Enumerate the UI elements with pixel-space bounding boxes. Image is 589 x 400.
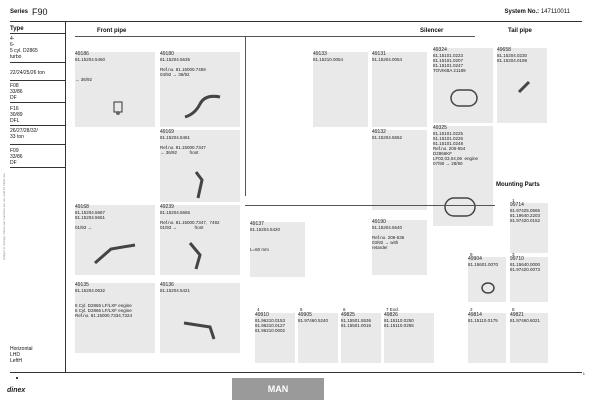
tail-pipe-icon (517, 78, 533, 94)
system-value: 147110011 (540, 9, 570, 15)
part-details: 81.15204.5640 Ref.no. 206-536 03/92 → with retarder (372, 225, 405, 250)
connector-line (75, 36, 475, 37)
part-number: 49826 (384, 312, 398, 318)
mounting-parts-title: Mounting Parts (496, 182, 540, 188)
part-number: 49133 (313, 51, 327, 57)
part-details: 81.97460.6021 (510, 318, 541, 323)
type-line: F09 (10, 148, 19, 154)
type-rule (10, 167, 65, 168)
type-line: 22/24/25/26 ton (10, 70, 45, 76)
part-details: 81.15204.5421 (160, 288, 191, 293)
type-line: DF (10, 95, 17, 101)
part-details: 81.15204.0230 81.15204.0198 (497, 53, 528, 63)
part-number: 99714 (510, 202, 524, 208)
silencer-icon (447, 84, 483, 112)
type-block-1 (10, 36, 38, 60)
type-rule (10, 102, 65, 103)
left-column-divider (65, 22, 66, 372)
part-details: 81.15640.0000 81.97420.0073 (510, 262, 541, 272)
item-number: 9 (470, 252, 473, 257)
orientation-line: LeftH (10, 358, 22, 364)
part-box-49910[interactable] (255, 313, 295, 363)
part-box-49821[interactable] (510, 313, 548, 363)
type-line: 4- (10, 36, 15, 42)
clamp-icon (111, 100, 125, 116)
part-number: 49131 (372, 51, 386, 57)
part-box-49239[interactable] (160, 205, 240, 275)
ring-icon (480, 281, 496, 295)
part-number: 49658 (497, 47, 511, 53)
part-details: 81.97425.0565 81.19640.2203 81.97420.0152 (510, 208, 541, 223)
pipe-icon (188, 170, 218, 200)
part-details: 81.15110.0175 (468, 318, 498, 323)
type-line: 26/27/28/32/ (10, 128, 38, 134)
footer-rule (10, 372, 582, 373)
part-box-49658[interactable] (497, 48, 547, 123)
part-number: 49324 (433, 47, 447, 53)
part-number: 99710 (510, 256, 524, 262)
part-number: 49814 (468, 312, 482, 318)
type-block-4 (10, 106, 23, 124)
part-number: 49910 (255, 312, 269, 318)
item-number-excl: 7 Excl. (386, 307, 400, 312)
part-box-49180[interactable] (160, 52, 240, 127)
part-box-49168[interactable] (75, 205, 155, 275)
part-box-99714[interactable] (510, 203, 548, 253)
item-number: 5 (300, 307, 303, 312)
page-number: 1 (582, 371, 585, 376)
part-box-49137[interactable] (250, 222, 305, 277)
part-details: 81.15101.0223 81.15101.0207 81.15101.0247 TOVIKBA 21189 (433, 53, 466, 73)
system-label: System No.: (504, 9, 540, 15)
type-rule (10, 144, 65, 145)
side-note: Subject to change. Dinex part numbers are not valid for OEM use. (2, 172, 6, 260)
part-number: 49186 (75, 51, 89, 57)
part-box-49132[interactable] (372, 130, 427, 210)
header-rule (10, 21, 582, 22)
part-box-49814[interactable] (468, 313, 506, 363)
type-line: DFL (10, 118, 20, 124)
type-label: Type (10, 26, 24, 32)
type-block-3 (10, 83, 23, 101)
part-number: 49168 (75, 204, 89, 210)
part-details: 81.96210.0153 81.96210.0127 81.96210.0002 (255, 318, 286, 333)
pipe-icon (91, 239, 141, 269)
connector-line (245, 36, 246, 196)
part-details: 81.15204.5461 Ref.no. 81.15000.7347 → 36/92 front (160, 135, 206, 155)
item-number: 8 (512, 307, 515, 312)
make-tab: MAN (232, 378, 324, 400)
type-rule (10, 33, 65, 34)
pipe-icon (180, 92, 230, 122)
part-number: 49180 (160, 51, 174, 57)
type-block-6 (10, 148, 23, 166)
type-line: F08 (10, 83, 19, 89)
part-details: 81.15204.5420 L=60 mm (250, 227, 281, 252)
front-pipe-title: Front pipe (97, 28, 127, 34)
part-box-49135[interactable] (75, 283, 155, 353)
part-box-49826[interactable] (384, 313, 434, 363)
part-details: 81.15204.5665 Ref.no. 81.15000.7347, 7492 01/93 → front (160, 210, 220, 230)
part-number: 49904 (468, 256, 482, 262)
orientation-block (10, 346, 33, 364)
type-line: 5 cyl. D2865 (10, 48, 38, 54)
part-box-49131[interactable] (372, 52, 427, 127)
type-line: turbo (10, 54, 22, 60)
part-number: 49169 (160, 129, 174, 135)
part-box-49905[interactable] (298, 313, 338, 363)
type-rule (10, 62, 65, 63)
system-number (504, 9, 570, 15)
part-box-49325[interactable] (433, 126, 493, 226)
orientation-line: LHD (10, 352, 21, 358)
part-number: 49132 (372, 129, 386, 135)
part-details: 81.15101.0225 81.15101.0226 81.15101.0248 Ref.no. 206-554 D2866KF LF02,03,04,06 engine 07/90 → 28/90 (433, 131, 479, 166)
part-details: 81.15204.5460 → 36/92 (75, 57, 106, 82)
part-box-49169[interactable] (160, 130, 240, 202)
part-details: 81.15601.0070 (468, 262, 499, 267)
part-box-49190[interactable] (372, 220, 427, 275)
part-details: 81.15204.5667 81.15204.5661 01/93 → (75, 210, 106, 230)
part-details: 81.15204.5635 Ref.no. 81.15000.7459 04/92 → 36/92 (160, 57, 206, 77)
part-number: 49825 (341, 312, 355, 318)
orientation-line: Horizontal (10, 346, 33, 352)
part-number: 49190 (372, 219, 386, 225)
part-details: 81.15204.0632 5 Cyl. D2865 LF/LXF engine 6 Cyl. D2866 LF/LXF engine Ref.no. 81.15000.7334,7324 (75, 288, 133, 318)
part-box-49324[interactable] (433, 48, 493, 123)
type-rule (10, 80, 65, 81)
part-number: 49821 (510, 312, 524, 318)
part-number: 49135 (75, 282, 89, 288)
part-number: 49137 (250, 221, 264, 227)
silencer-icon (441, 192, 481, 222)
connector-line (245, 205, 495, 206)
item-number: 6 (343, 307, 346, 312)
type-line: 6- (10, 42, 15, 48)
type-block-5 (10, 128, 38, 140)
part-details: 81.15204.0054 (372, 57, 403, 62)
pipe-icon (180, 313, 220, 343)
part-box-49825[interactable] (341, 313, 381, 363)
part-number: 49905 (298, 312, 312, 318)
header (10, 9, 582, 21)
type-line: 33 ton (10, 134, 24, 140)
part-details: 81.15501.5536 81.15501.0016 (341, 318, 372, 328)
part-box-49904[interactable] (468, 257, 506, 302)
part-number: 49239 (160, 204, 174, 210)
part-details: 81.15110.0250 81.15110.0255 (384, 318, 414, 328)
item-number: 2 (470, 307, 473, 312)
marker-dot (16, 377, 18, 379)
item-number: 3 (512, 252, 515, 257)
series-label: Series (10, 9, 29, 15)
type-line: F16 (10, 106, 19, 112)
series-value: F90 (32, 7, 48, 17)
part-number: 49136 (160, 282, 174, 288)
type-line: 30/89 (10, 112, 23, 118)
part-box-99710[interactable] (510, 257, 548, 302)
item-number: 4 (257, 307, 260, 312)
part-box-49133[interactable] (313, 52, 368, 127)
part-details: 81.15204.5652 (372, 135, 403, 140)
silencer-title: Silencer (420, 28, 444, 34)
type-line: 33/86 (10, 89, 23, 95)
part-box-49136[interactable] (160, 283, 240, 353)
part-number: 49325 (433, 125, 447, 131)
tail-pipe-title: Tail pipe (508, 28, 532, 34)
item-number: 1 (512, 198, 515, 203)
dinex-logo: dinex (7, 387, 26, 394)
type-line: DF (10, 160, 17, 166)
pipe-icon (184, 241, 224, 271)
type-line: 33/86 (10, 154, 23, 160)
type-block-2 (10, 70, 45, 76)
part-box-49186[interactable] (75, 52, 155, 127)
type-rule (10, 125, 65, 126)
part-details: 81.97460.5240 (298, 318, 329, 323)
part-details: 81.15210.0054 (313, 57, 344, 62)
